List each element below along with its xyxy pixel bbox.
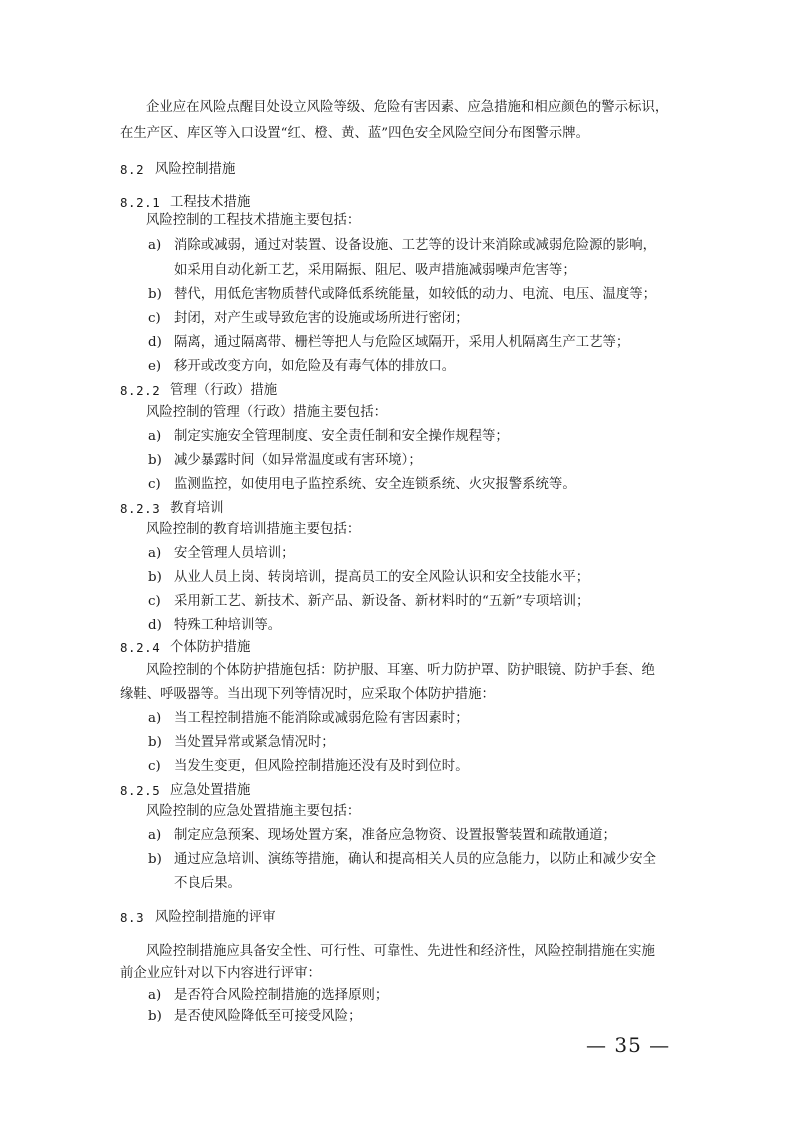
list-item-text: 是否符合风险控制措施的选择原则； [174, 988, 389, 1003]
list-item-text: 是否使风险降低至可接受风险； [174, 1009, 362, 1024]
list-item-label: d) [148, 618, 162, 633]
subsection-title: 教育培训 [170, 501, 224, 516]
list-item-text: 如采用自动化新工艺，采用隔振、阻尼、吸声措施减弱噪声危害等； [174, 263, 576, 278]
paragraph-lead: 风险控制措施应具备安全性、可行性、可靠性、先进性和经济性，风险控制措施在实施 [146, 944, 655, 959]
section-title: 风险控制措施的评审 [155, 910, 276, 925]
list-item-label: b) [148, 735, 162, 750]
list-item-text: 替代，用低危害物质替代或降低系统能量，如较低的动力、电流、电压、温度等； [174, 287, 657, 302]
subsection-number: 8.2.4 [120, 640, 161, 655]
subsection-title: 个体防护措施 [170, 640, 251, 655]
section-number: 8.3 [120, 910, 145, 925]
paragraph-lead: 风险控制的教育培训措施主要包括： [146, 522, 361, 537]
subsection-title: 应急处置措施 [170, 783, 251, 798]
list-item-label: c) [148, 477, 161, 492]
subsection-title: 工程技术措施 [170, 195, 251, 210]
subsection-number: 8.2.3 [120, 501, 161, 516]
list-item-label: c) [148, 594, 161, 609]
list-item-label: a) [148, 828, 162, 843]
list-item-label: b) [148, 453, 162, 468]
list-item-text: 监测监控，如使用电子监控系统、安全连锁系统、火灾报警系统等。 [174, 477, 576, 492]
list-item-text: 封闭，对产生或导致危害的设施或场所进行密闭； [174, 311, 469, 326]
list-item-text: 减少暴露时间（如异常温度或有害环境）； [174, 453, 422, 468]
list-item-label: b) [148, 1009, 162, 1024]
subsection-number: 8.2.5 [120, 783, 161, 798]
paragraph-lead: 风险控制的管理（行政）措施主要包括： [146, 405, 388, 420]
list-item-text: 消除或减弱，通过对装置、设备设施、工艺等的设计来消除或减弱危险源的影响， [174, 238, 657, 253]
list-item-text: 安全管理人员培训； [174, 546, 295, 561]
paragraph-lead-continuation: 前企业应针对以下内容进行评审： [120, 966, 321, 981]
list-item-label: a) [148, 546, 162, 561]
subsection-title: 管理（行政）措施 [170, 383, 278, 398]
list-item-label: a) [148, 238, 162, 253]
list-item-text: 不良后果。 [174, 876, 241, 891]
list-item-text: 制定应急预案、现场处置方案，准备应急物资、设置报警装置和疏散通道； [174, 828, 616, 843]
list-item-label: b) [148, 287, 162, 302]
section-title: 风险控制措施 [155, 162, 236, 177]
page-number: — 35 — [586, 1033, 671, 1057]
list-item-label: e) [148, 359, 162, 374]
paragraph-lead: 风险控制的工程技术措施主要包括： [146, 213, 361, 228]
paragraph-lead-continuation: 缘鞋、呼吸器等。当出现下列等情况时，应采取个体防护措施： [120, 687, 495, 702]
section-number: 8.2 [120, 162, 145, 177]
list-item-label: d) [148, 335, 162, 350]
list-item-text: 特殊工种培训等。 [174, 618, 282, 633]
list-item-text: 当处置异常或紧急情况时； [174, 735, 335, 750]
subsection-number: 8.2.2 [120, 383, 161, 398]
list-item-text: 采用新工艺、新技术、新产品、新设备、新材料时的“五新”专项培训； [174, 594, 590, 609]
paragraph-lead: 风险控制的个体防护措施包括：防护服、耳塞、听力防护罩、防护眼镜、防护手套、绝 [146, 663, 655, 678]
list-item-text: 隔离，通过隔离带、栅栏等把人与危险区域隔开，采用人机隔离生产工艺等； [174, 335, 630, 350]
list-item-label: a) [148, 988, 162, 1003]
paragraph-lead: 风险控制的应急处置措施主要包括： [146, 804, 361, 819]
intro-line-2: 在生产区、库区等入口设置“红、橙、黄、蓝”四色安全风险空间分布图警示牌。 [120, 126, 589, 141]
subsection-number: 8.2.1 [120, 195, 161, 210]
list-item-text: 制定实施安全管理制度、安全责任制和安全操作规程等； [174, 429, 509, 444]
list-item-label: c) [148, 759, 161, 774]
list-item-text: 当工程控制措施不能消除或减弱危险有害因素时； [174, 711, 469, 726]
list-item-label: c) [148, 311, 161, 326]
list-item-text: 通过应急培训、演练等措施，确认和提高相关人员的应急能力，以防止和减少安全 [174, 852, 657, 867]
list-item-text: 从业人员上岗、转岗培训，提高员工的安全风险认识和安全技能水平； [174, 570, 590, 585]
list-item-label: a) [148, 711, 162, 726]
intro-line-1: 企业应在风险点醒目处设立风险等级、危险有害因素、应急措施和相应颜色的警示标识， [146, 100, 669, 115]
list-item-label: b) [148, 852, 162, 867]
list-item-label: a) [148, 429, 162, 444]
list-item-text: 移开或改变方向，如危险及有毒气体的排放口。 [174, 359, 456, 374]
list-item-label: b) [148, 570, 162, 585]
list-item-text: 当发生变更，但风险控制措施还没有及时到位时。 [174, 759, 469, 774]
